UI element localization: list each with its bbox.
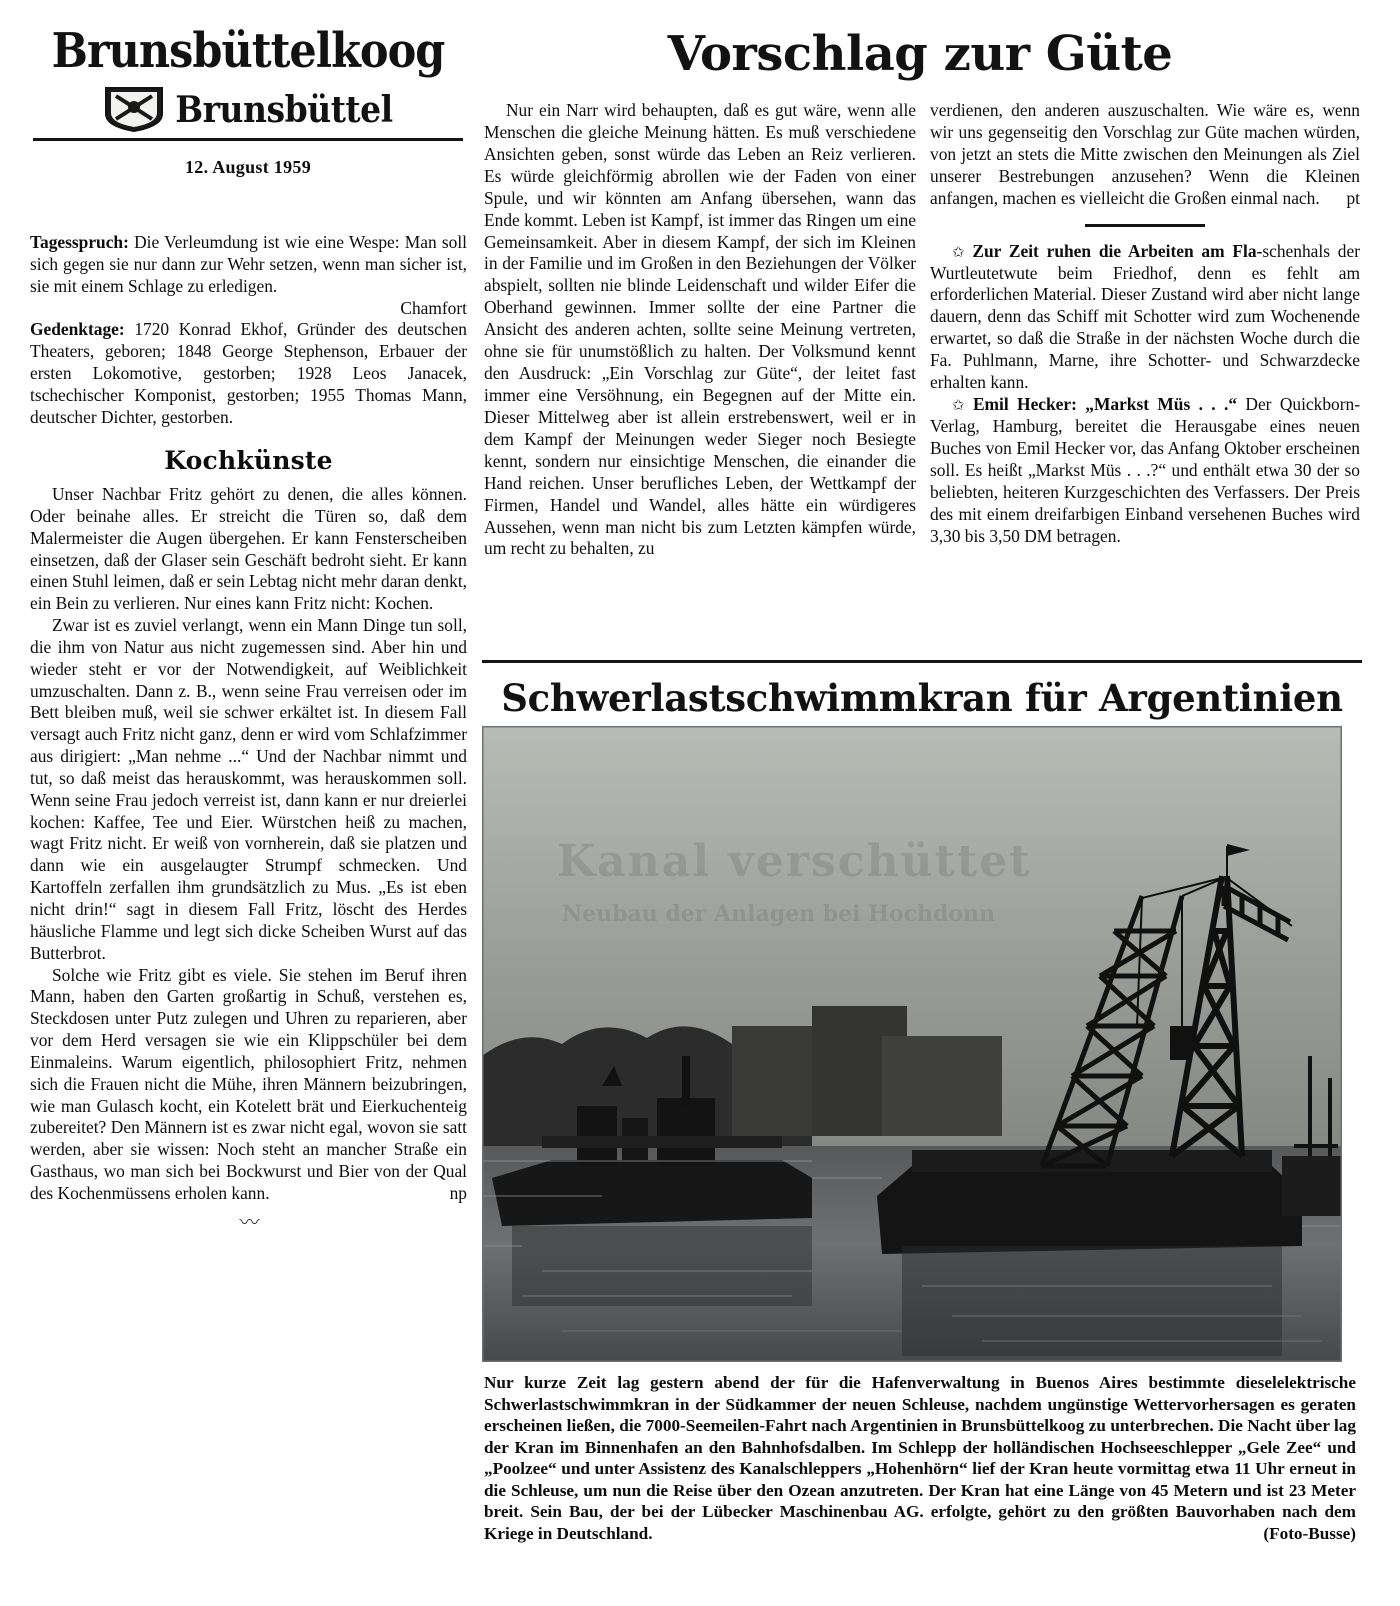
brief-lead: Zur Zeit ruhen die Arbeiten am Fla-: [972, 240, 1263, 261]
tagesspruch-label: Tagesspruch:: [30, 232, 129, 252]
article-column-2: [930, 100, 1360, 548]
star-icon: ✩: [952, 244, 965, 261]
masthead-sub-row: [28, 86, 468, 132]
section-divider: [1085, 224, 1205, 227]
section-title-kochkuenste: Kochkünste: [164, 445, 333, 475]
wave-ornament-icon: 〰: [239, 1211, 258, 1234]
gedenktage-text: 1720 Konrad Ekhof, Gründer des deutschen Theaters, geboren; 1848 George Stephenson, Erbauer der ersten Lokomotive, gestorben; 1928 Leos Janacek, tschechischer Komponist, gestorben; 1955 Thomas Mann, deutscher Dichter, gestorben.: [30, 319, 467, 427]
feature-headline: Schwerlastschwimmkran für Argentinien: [501, 676, 1343, 720]
body-paragraph: [30, 965, 467, 1205]
svg-text:Kanal verschüttet: Kanal verschüttet: [557, 836, 1032, 887]
body-paragraph-text: Solche wie Fritz gibt es viele. Sie stehen im Beruf ihren Mann, haben den Garten großartig in Schuß, verstehen es, Steckdosen unter Putz zulegen und Uhren zu reparieren, aber vor dem Herd versagen sie wie ein Klippschüler bei dem Einmaleins. Warum eigentlich, philosophiert Fritz, nehmen sich die Frauen nicht die Mühe, ihren Männern beizubringen, wie man Gulasch kocht, ein Kotelett brät und Eierkuchenteig zubereitet? Den Männern ist es zwar nicht egal, wovon sie satt werden, aber sie wissen: Noch steht an mancher Straße ein Gasthaus, wo man sich bei Bockwurst und Bier von der Qual des Kochenmüssens erholen kann.: [30, 964, 467, 1203]
body-paragraph: Unser Nachbar Fritz gehört zu denen, die alles können. Oder beinahe alles. Er streicht die Türen so, daß dem Malermeister die Augen übergehen. Er kann Fensterscheiben einsetzen, daß der Glaser sein Geschäft bedroht sieht. Er kann einen Stuhl leimen, daß er sein Lebtag nicht mehr daran denkt, ein Bein zu verlieren. Nur eines kann Fritz nicht: Kochen.: [30, 483, 467, 614]
svg-text:Neubau der Anlagen bei Hochdon: Neubau der Anlagen bei Hochdonn: [562, 901, 996, 927]
body-paragraph-text: verdienen, den anderen auszuschalten. Wie wäre es, wenn wir uns gegenseitig den Vorschlag zur Güte machen würden, von jetzt an stets die Mitte zwischen den Meinungen als Ziel unserer Bestrebungen anzusehen? Wenn die Kleinen anfangen, machen es vielleicht die Großen einmal nach.: [930, 100, 1360, 208]
article-headline: Vorschlag zur Güte: [667, 26, 1173, 82]
body-paragraph: [930, 100, 1360, 210]
article-column-1: [484, 100, 916, 560]
brief-lead: Emil Hecker: „Markst Müs . . .“: [972, 394, 1238, 415]
photo-caption: [484, 1372, 1356, 1545]
brief-item: [930, 241, 1360, 394]
left-column-signature: np: [449, 1182, 467, 1203]
brief-text: schenhals der Wurtleutetwute beim Friedhof, denn es fehlt am erforderlichen Material. Dieser Zustand wird aber nicht lange dauern, denn das Schiff mit Schotter wird zum Wochenende erwartet, so daß die Straße in der nächsten Woche durch die Fa. Puhlmann, Marne, ihre Schotter- und Schwarzdecke erhalten kann.: [930, 240, 1360, 393]
tagesspruch-author: Chamfort: [400, 297, 467, 318]
tagesspruch-paragraph: [30, 232, 467, 319]
photo-caption-text: Nur kurze Zeit lag gestern abend der für die Hafenverwaltung in Buenos Aires bestimmte dieselelektrische Schwerlastschwimmkran in der Südkammer der neuen Schleuse, nachdem ungünstige Wettervorhersagen es geraten erscheinen ließen, die 7000-Seemeilen-Fahrt nach Argentinien in Brunsbüttelkoog zu unterbrechen. Die Nacht über lag der Kran im Binnenhafen an den Bahnhofsdalben. Im Schlepp der holländischen Hochseeschlepper „Gele Zee“ und „Poolzee“ und unter Assistenz des Kanalschleppers „Hohenhörn“ lief der Kran heute vormittag etwa 11 Uhr erneut in die Schleuse, um nun die Reise über den Ozean anzutreten. Der Kran hat eine Länge von 45 Metern und ist 23 Meter breit. Sein Bau, der bei der Lübecker Maschinenbau AG. erfolgte, gehört zu den größten Bauvorhaben nach dem Kriege in Deutschland.: [484, 1373, 1356, 1544]
gedenktage-paragraph: [30, 319, 467, 428]
body-paragraph: Zwar ist es zuviel verlangt, wenn ein Mann Dinge tun soll, die ihm von Natur aus nicht zugemessen sind. Aber hin und wieder steht er vor der Notwendigkeit, auf Weiblichkeit umzuschalten. Dann z. B., wenn seine Frau verreisen oder im Bett bleiben muß, weil sie schwer erkältet ist. In diesem Fall versagt auch Fritz nicht ganz, denn er wird vom Schlafzimmer aus dirigiert: „Man nehme ...“ Und der Nachbar nimmt und tut, so daß meist das herauskommt, was herauskommen soll. Wenn seine Frau jedoch verreist ist, dann kann er nur dreierlei kochen: Kaffee, Tee und Eier. Würstchen heiß zu machen, wagt Fritz nicht. Er weiß von vornherein, daß sie platzen und dann wie ein ausgelaugter Strumpf schmecken. Und Kartoffeln zerfallen ihm grundsätzlich zu Mus. „Es ist eben nicht drin!“ sagt in diesem Fall Fritz, löscht des Herdes häusliche Flamme und legt sich dicke Scheiben Wurst auf das Butterbrot.: [30, 615, 467, 963]
floating-crane-photo: [482, 726, 1342, 1362]
left-column: [30, 232, 467, 1236]
masthead: [28, 23, 468, 178]
body-paragraph: Nur ein Narr wird behaupten, daß es gut wäre, wenn alle Menschen die gleiche Meinung hätten. Es muß verschiedene Ansichten geben, sonst würde das Leben an Reiz verlieren. Es würde gleichförmig abrollen wie der Faden von einer Spule, und wir könnten am Anfang übersehen, wann das Ende kommt. Leben ist Kampf, ist immer das Ringen um eine Gemeinsamkeit. Aber in diesem Kampf, der sich im Kleinen in der Familie und im Großen in den Beziehungen der Völker abspielt, sollten nie blinde Leidenschaft und wilder Eifer die Oberhand gewinnen. Immer sollte der eine Partner die Ansicht des anderen achten, sollte seine Meinung vertreten, ohne sie für unumstößlich zu halten. Der Volksmund kennt den Ausdruck: „Ein Vorschlag zur Güte“, der leitet fast immer eine Versöhnung, ein Begegnen auf der Mitte ein. Dieser Mittelweg aber ist allein erstrebenswert, weil er in dem Kampf der Meinungen weder Sieger noch Besiegte kennt, sondern nur einsichtige Menschen, die einander die Hand reichen. Unser berufliches Leben, der Wettkampf der Firmen, Handel und Wandel, alles hätte ein würdigeres Aussehen, wenn man nicht bis zum Letzten kämpfen würde, um recht zu behalten, zu: [484, 100, 916, 559]
masthead-subtitle: Brunsbüttel: [175, 87, 393, 131]
photo-credit: (Foto-Busse): [1263, 1524, 1356, 1544]
star-icon: ✩: [952, 398, 965, 415]
article-signature: pt: [1346, 187, 1360, 208]
gedenktage-label: Gedenktage:: [30, 319, 125, 340]
tagesspruch-text: Die Verleumdung ist wie eine Wespe: Man soll sich gegen sie nur dann zur Wehr setzen, wenn man sicher ist, sie mit einem Schlage zu erledigen.: [30, 232, 467, 296]
coat-of-arms-icon: [103, 86, 165, 132]
brief-text: Der Quickborn-Verlag, Hamburg, bereitet die Herausgabe eines neuen Buches von Emil Hecker vor, das Anfang Oktober erscheinen soll. Es heißt „Markst Müs . . .?“ und enthält etwa 30 der so beliebten, heiteren Kurzgeschichten des Verfassers. Der Preis des mit einem dreifarbigen Einband versehenen Buches wird 3,30 bis 3,50 DM betragen.: [930, 394, 1360, 546]
brief-item: [930, 394, 1360, 547]
masthead-title: Brunsbüttelkoog: [51, 23, 445, 80]
issue-date: 12. August 1959: [184, 157, 312, 178]
masthead-divider: [33, 138, 463, 141]
feature-divider: [482, 660, 1362, 663]
